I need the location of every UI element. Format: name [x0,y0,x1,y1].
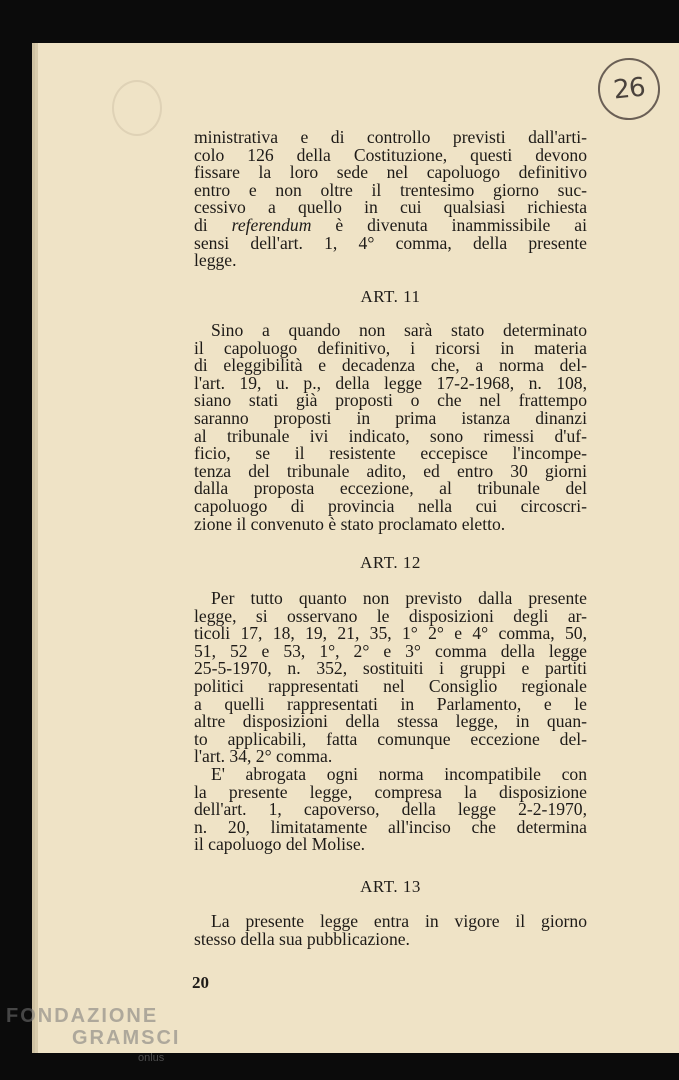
text-line: to applicabili, fatta comunque eccezione del- [194,728,587,749]
text-line [194,214,587,235]
article-11-body [194,322,587,533]
text-line: l'art. 19, u. p., della legge 17-2-1968, n. 108, [194,372,587,393]
italic-term: referendum [231,214,312,235]
page-stamp: 26 [595,55,663,123]
text-line: colo 126 della Costituzione, questi devono [194,144,587,165]
text-line: siano stati già proposti o che nel frattempo [194,390,587,411]
text-line: E' abrogata ogni norma incompatibile con [211,763,587,784]
text-line: cessivo a quello in cui qualsiasi richiesta [194,197,587,218]
watermark-logo [6,1005,180,1049]
text-line: la presente legge, compresa la disposizione [194,781,587,802]
text-line: di eleggibilità e decadenza che, a norma del- [194,355,587,376]
text-line: stesso della sua pubblicazione. [194,928,410,949]
faint-stamp-bleedthrough [112,80,162,136]
page-number: 20 [192,973,209,992]
text-line: capoluogo di provincia nella cui circoscri- [194,495,587,516]
text-fragment: di [194,214,208,235]
text-line: 51, 52 e 53, 1°, 2° e 3° comma della legge [194,640,587,661]
text-line: zione il convenuto è stato proclamato eletto. [194,513,506,534]
text-line: l'art. 34, 2° comma. [194,746,333,767]
text-line: Per tutto quanto non previsto dalla presente [211,588,587,608]
text-line: entro e non oltre il trentesimo giorno suc- [194,179,587,200]
article-13-heading: ART. 13 [360,877,421,896]
text-line: ministrativa e di controllo previsti dall'arti- [194,127,587,147]
text-line: tenza del tribunale adito, ed entro 30 giorni [194,460,587,481]
text-line: il capoluogo del Molise. [194,834,366,855]
text-line: n. 20, limitatamente all'inciso che determina [194,816,587,837]
text-line: dalla proposta eccezione, al tribunale del [194,478,587,499]
watermark-suffix: onlus [138,1052,165,1064]
text-line: legge. [194,250,237,271]
text-line: a quelli rappresentati in Parlamento, e le [194,693,587,714]
text-fragment: è divenuta inammissibile ai [335,214,587,235]
paragraph-continuation [194,129,587,270]
article-11-heading: ART. 11 [360,287,421,306]
text-line: 25-5-1970, n. 352, sostituiti i gruppi e partiti [194,658,587,679]
text-line: il capoluogo definitivo, i ricorsi in materia [194,337,587,358]
watermark-line-2: GRAMSCI [72,1027,181,1049]
text-line: dell'art. 1, capoverso, della legge 2-2-1970, [194,799,587,820]
text-line: sensi dell'art. 1, 4° comma, della presente [194,232,587,253]
text-line: legge, si osservano le disposizioni degli ar- [194,605,587,626]
text-line: La presente legge entra in vigore il giorno [211,911,587,931]
text-line: al tribunale ivi indicato, sono rimessi d'uf- [194,425,587,446]
text-line: fissare la loro sede nel capoluogo definitivo [194,162,587,183]
article-12-body [194,590,587,854]
text-line: politici rappresentati nel Consiglio regionale [194,675,587,696]
article-13-body [194,913,587,948]
text-line: Sino a quando non sarà stato determinato [211,320,587,340]
text-line: ticoli 17, 18, 19, 21, 35, 1° 2° e 4° comma, 50, [194,623,587,644]
watermark-line-1: FONDAZIONE [6,1005,159,1027]
text-line: ficio, se il resistente eccepisce l'incompe- [194,443,587,464]
text-line: altre disposizioni della stessa legge, in quan- [194,711,587,732]
article-12-heading: ART. 12 [360,553,421,572]
text-line: saranno proposti in prima istanza dinanzi [194,407,587,428]
